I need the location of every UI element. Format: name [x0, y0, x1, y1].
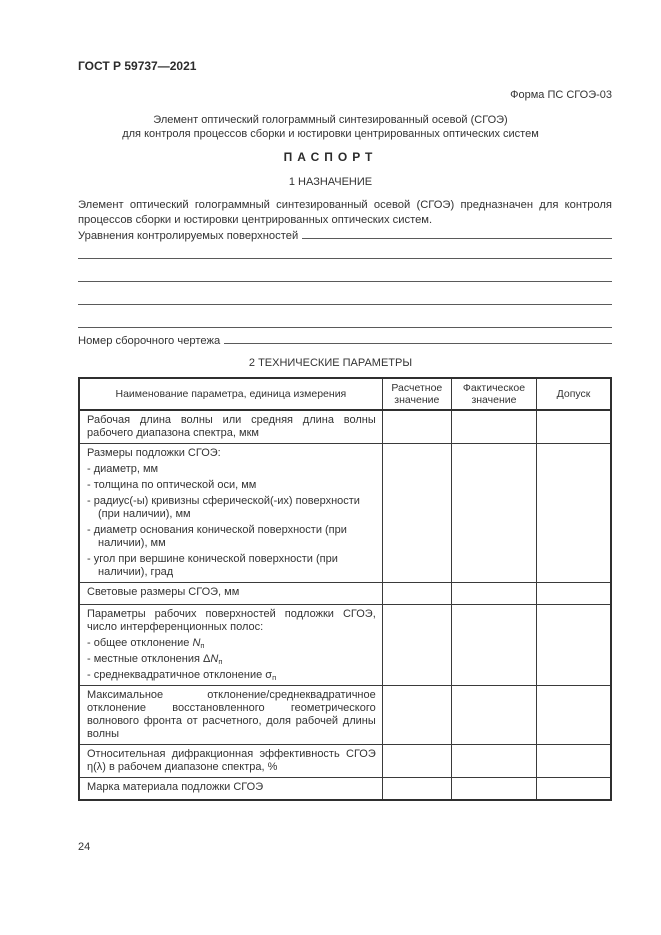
- table-row: [79, 583, 611, 605]
- blank-write-lines: [78, 236, 612, 328]
- parameter-text: Рабочая длина волны или средняя длина волны рабочего диапазона спектра, мкм: [87, 414, 376, 439]
- value-cell: [382, 444, 451, 583]
- value-cell: [537, 410, 611, 444]
- value-cell: [537, 686, 611, 745]
- table-row: [79, 778, 611, 800]
- table-row: [79, 686, 611, 745]
- form-code: Форма ПС СГОЭ-03: [510, 89, 612, 101]
- parameter-text: Параметры рабочих поверхностей подложки СГОЭ, число интерференционных полос:: [87, 608, 376, 633]
- purpose-paragraph: Элемент оптический голограммный синтезированный осевой (СГОЭ) предназначен для контроля процессов сборки и юстировки центрированных оптических систем.: [78, 199, 612, 226]
- column-header: Допуск: [537, 378, 611, 410]
- parameter-text: Световые размеры СГОЭ, мм: [87, 586, 240, 598]
- value-cell: [382, 605, 451, 686]
- value-cell: [382, 583, 451, 605]
- drawing-number-field: [78, 331, 612, 346]
- document-title-line1: Элемент оптический голограммный синтезированный осевой (СГОЭ): [153, 114, 508, 126]
- value-cell: [382, 778, 451, 800]
- table-row: [79, 745, 611, 778]
- parameter-subitem: - местные отклонения $\Delta N_п$: [87, 653, 223, 666]
- equations-label: Уравнения контролируемых поверхностей: [78, 230, 299, 242]
- parameter-subitem: - угол при вершине конической поверхности (при наличии), град: [87, 553, 338, 578]
- document-number: ГОСТ Р 59737—2021: [78, 59, 197, 73]
- column-header: Фактическое значение: [451, 378, 536, 410]
- value-cell: [537, 583, 611, 605]
- parameter-cell: [79, 686, 382, 745]
- parameter-text: Максимальное отклонение/среднеквадратичное отклонение восстановленного геометрического волнового фронта от расчетного, доля рабочей длины волны: [87, 689, 376, 740]
- value-cell: [537, 778, 611, 800]
- value-cell: [537, 605, 611, 686]
- parameter-subitem: - общее отклонение $N_п$: [87, 637, 205, 650]
- section1-heading: 1 НАЗНАЧЕНИЕ: [288, 176, 373, 188]
- parameter-cell: [79, 444, 382, 583]
- parameter-subitem: - толщина по оптической оси, мм: [87, 479, 257, 491]
- value-cell: [451, 745, 536, 778]
- blank-write-line: [78, 259, 612, 282]
- value-cell: [451, 583, 536, 605]
- parameter-text: Марка материала подложки СГОЭ: [87, 781, 264, 793]
- blank-write-line: [78, 305, 612, 328]
- table-row: [79, 444, 611, 583]
- value-cell: [382, 745, 451, 778]
- value-cell: [451, 605, 536, 686]
- parameters-table: [78, 377, 612, 801]
- blank-write-line: [78, 236, 612, 259]
- value-cell: [382, 410, 451, 444]
- parameter-text: Относительная дифракционная эффективность СГОЭ η(λ) в рабочем диапазоне спектра, %: [87, 748, 376, 773]
- blank-write-line: [78, 282, 612, 305]
- drawing-number-write-line: [224, 331, 612, 344]
- parameter-cell: [79, 745, 382, 778]
- value-cell: [451, 410, 536, 444]
- document-title-line2: для контроля процессов сборки и юстировки центрированных оптических систем: [122, 127, 539, 140]
- value-cell: [537, 745, 611, 778]
- value-cell: [451, 778, 536, 800]
- section2-heading: 2 ТЕХНИЧЕСКИЕ ПАРАМЕТРЫ: [248, 357, 413, 369]
- value-cell: [382, 686, 451, 745]
- column-header: Расчетное значение: [382, 378, 451, 410]
- parameter-subitem: - диаметр основания конической поверхности (при наличии), мм: [87, 524, 347, 549]
- parameter-text: Размеры подложки СГОЭ:: [87, 447, 221, 459]
- table-row: [79, 605, 611, 686]
- parameter-subitem: - среднеквадратичное отклонение $\sigma_п$: [87, 669, 277, 682]
- table-header-row: [79, 378, 611, 410]
- column-header: Наименование параметра, единица измерения: [79, 378, 382, 410]
- value-cell: [451, 444, 536, 583]
- value-cell: [537, 444, 611, 583]
- value-cell: [451, 686, 536, 745]
- parameter-cell: [79, 410, 382, 444]
- parameter-cell: [79, 583, 382, 605]
- passport-heading: ПАСПОРТ: [283, 150, 378, 164]
- drawing-number-label: Номер сборочного чертежа: [78, 335, 221, 347]
- table-row: [79, 410, 611, 444]
- parameter-cell: [79, 605, 382, 686]
- parameter-subitem: - диаметр, мм: [87, 463, 159, 475]
- parameter-cell: [79, 778, 382, 800]
- page-number: 24: [78, 841, 91, 853]
- document-title: [0, 114, 661, 141]
- parameter-subitem: - радиус(-ы) кривизны сферической(-их) поверхности (при наличии), мм: [87, 495, 360, 520]
